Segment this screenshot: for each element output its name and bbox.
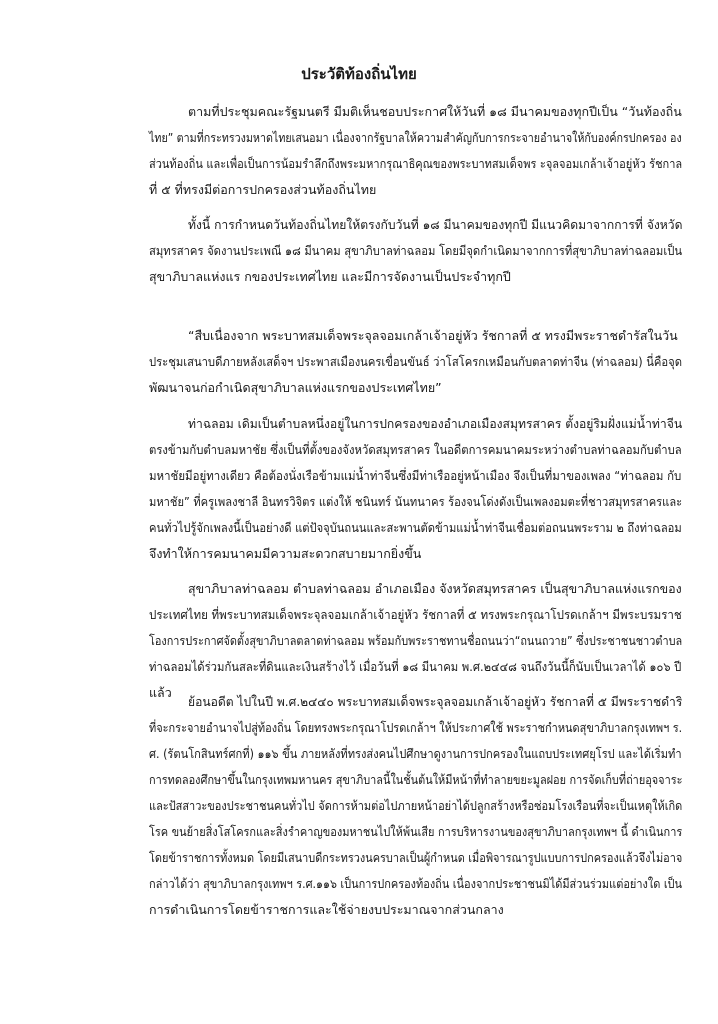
paragraph-line: โองการประกาศจัดตั้งสุขาภิบาลตลาดท่าฉลอม พร้อมกับพระราชทานชื่อถนนว่า“ถนนถวาย” ซึ่งประชาชนชาวตำบล — [149, 633, 683, 648]
paragraph-line: สุขาภิบาลท่าฉลอม ตำบลท่าฉลอม อำเภอเมือง จังหวัดสมุทรสาคร เป็นสุขาภิบาลแห่งแรกของ — [188, 581, 682, 596]
paragraph-line: ตรงข้ามกับตำบลมหาชัย ซึ่งเป็นที่ตั้งของจังหวัดสมุทรสาคร ในอดีตการคมนาคมระหว่างตำบลท่าฉลอมกับตำบล — [149, 442, 682, 457]
paragraph-line: ท่าฉลอมได้ร่วมกันสละที่ดินและเงินสร้างไว้ เมื่อวันที่ ๑๘ มีนาคม พ.ศ.๒๔๔๘ จนถึงวันนี้ก็นับเป็นเวลาได้ ๑๐๖ ปี — [149, 659, 682, 674]
paragraph-line: โรค ขนย้ายสิ่งโสโครกและสิ่งรำคาญของมหาชนไปให้พ้นเสีย การบริหารงานของสุขาภิบาลกรุงเทพฯ นี้ ดำเนินการ — [149, 824, 683, 839]
paragraph-line: ประชุมเสนาบดีภายหลังเสด็จฯ ประพาสเมืองนครเขื่อนขันธ์ ว่าโสโครกเหมือนกับตลาดท่าจีน (ท่าฉลอม) นี่คือจุด — [149, 354, 683, 369]
paragraph-line: ไทย” ตามที่กระทรวงมหาดไทยเสนอมา เนื่องจากรัฐบาลให้ความสำคัญกับการกระจายอำนาจให้กับองค์กรปกครอง อง — [149, 130, 682, 145]
paragraph-line: ศ. (รัตนโกสินทร์ศกที่) ๑๑๖ ขึ้น ภายหลังที่ทรงส่งคนไปศึกษาดูงานการปกครองในแถบประเทศยุโรป และได้เริ่มทำ — [149, 746, 682, 761]
paragraph-line: ทั้งนี้ การกำหนดวันท้องถิ่นไทยให้ตรงกับวันที่ ๑๘ มีนาคมของทุกปี มีแนวคิดมาจากการที่ จังหวัด — [188, 217, 683, 232]
paragraph-line: ประเทศไทย ที่พระบาทสมเด็จพระจุลจอมเกล้าเจ้าอยู่หัว รัชกาลที่ ๕ ทรงพระกรุณาโปรดเกล้าฯ มีพระบรมราช — [149, 607, 682, 622]
paragraph-line: พัฒนาจนก่อกำเนิดสุขาภิบาลแห่งแรกของประเทศไทย” — [149, 380, 442, 395]
paragraph-line: ย้อนอดีต ไปในปี พ.ศ.๒๔๔๐ พระบาทสมเด็จพระจุลจอมเกล้าเจ้าอยู่หัว รัชกาลที่ ๕ มีพระราชดำริ — [188, 694, 683, 709]
paragraph-line: “สืบเนื่องจาก พระบาทสมเด็จพระจุลจอมเกล้าเจ้าอยู่หัว รัชกาลที่ ๕ ทรงมีพระราชดำรัสในวัน — [188, 328, 678, 343]
paragraph-line: ที่จะกระจายอำนาจไปสู่ท้องถิ่น โดยทรงพระกรุณาโปรดเกล้าฯ ให้ประกาศใช้ พระราชกำหนดสุขาภิบาลกรุงเทพฯ ร. — [149, 720, 683, 735]
paragraph-line: การดำเนินการโดยข้าราชการและใช้จ่ายงบประมาณจากส่วนกลาง — [149, 902, 504, 917]
paragraph-line: การทดลองศึกษาขึ้นในกรุงเทพมหานคร สุขาภิบาลนี้ในชั้นต้นให้มีหน้าที่ทำลายขยะมูลฝอย การจัดเก็บที่ถ่ายอุจจาระ — [149, 772, 683, 787]
paragraph-line: สมุทรสาคร จัดงานประเพณี ๑๘ มีนาคม สุขาภิบาลท่าฉลอม โดยมีจุดกำเนิดมาจากการที่สุขาภิบาลท่าฉลอมเป็น — [149, 243, 683, 258]
paragraph-line: และปัสสาวะของประชาชนคนทั่วไป จัดการห้ามต่อไปภายหน้าอย่าได้ปลูกสร้างหรือซ่อมโรงเรือนที่จะเป็นเหตุให้เกิด — [149, 798, 683, 813]
paragraph-line: ที่ ๕ ที่ทรงมีต่อการปกครองส่วนท้องถิ่นไทย — [149, 182, 377, 197]
paragraph-line: มหาชัยมีอยู่ทางเดียว คือต้องนั่งเรือข้ามแม่น้ำท่าจีนซึ่งมีท่าเรืออยู่หน้าเมือง จึงเป็นที่มาของเพลง “ท่าฉลอม กับ — [149, 468, 682, 483]
paragraph-line: จึงทำให้การคมนาคมมีความสะดวกสบายมากยิ่งขึ้น — [149, 546, 422, 561]
document-title: ประวัติท้องถิ่นไทย — [301, 65, 417, 83]
paragraph-line: สุขาภิบาลแห่งแร กของประเทศไทย และมีการจัดงานเป็นประจำทุกปี — [149, 269, 511, 284]
paragraph-line: โดยข้าราชการทั้งหมด โดยมีเสนาบดีกระทรวงนครบาลเป็นผู้กำหนด เมื่อพิจารณารูปแบบการปกครองแล้วจึงไม่อาจ — [149, 850, 683, 865]
paragraph-line: ตามที่ประชุมคณะรัฐมนตรี มีมติเห็นชอบประกาศให้วันที่ ๑๘ มีนาคมของทุกปีเป็น “วันท้องถิ่น — [188, 104, 682, 119]
paragraph-line: ท่าฉลอม เดิมเป็นตำบลหนึ่งอยู่ในการปกครองของอำเภอเมืองสมุทรสาคร ตั้งอยู่ริมฝั่งแม่น้ำท่าจีน — [188, 416, 683, 431]
paragraph-line: แล้ว — [149, 685, 172, 700]
paragraph-line: กล่าวได้ว่า สุขาภิบาลกรุงเทพฯ ร.ศ.๑๑๖ เป็นการปกครองท้องถิ่น เนื่องจากประชาชนมิได้มีส่วนร่วมแต่อย่างใด เป็น — [149, 876, 683, 891]
paragraph-line: คนทั่วไปรู้จักเพลงนี้เป็นอย่างดี แต่ปัจจุบันถนนและสะพานตัดข้ามแม่น้ำท่าจีนเชื่อมต่อถนนพระราม ๒ ถึงท่าฉลอม — [149, 520, 682, 535]
paragraph-line: ส่วนท้องถิ่น และเพื่อเป็นการน้อมรำลึกถึงพระมหากรุณาธิคุณของพระบาทสมเด็จพร ะจุลจอมเกล้าเจ้าอยู่หัว รัชกาล — [149, 156, 683, 171]
paragraph-line: มหาชัย” ที่ครูเพลงชาลี อินทรวิจิตร แต่งให้ ชนินทร์ นันทนาคร ร้องจนโด่งดังเป็นเพลงอมตะที่ชาวสมุทรสาครและ — [149, 494, 683, 509]
